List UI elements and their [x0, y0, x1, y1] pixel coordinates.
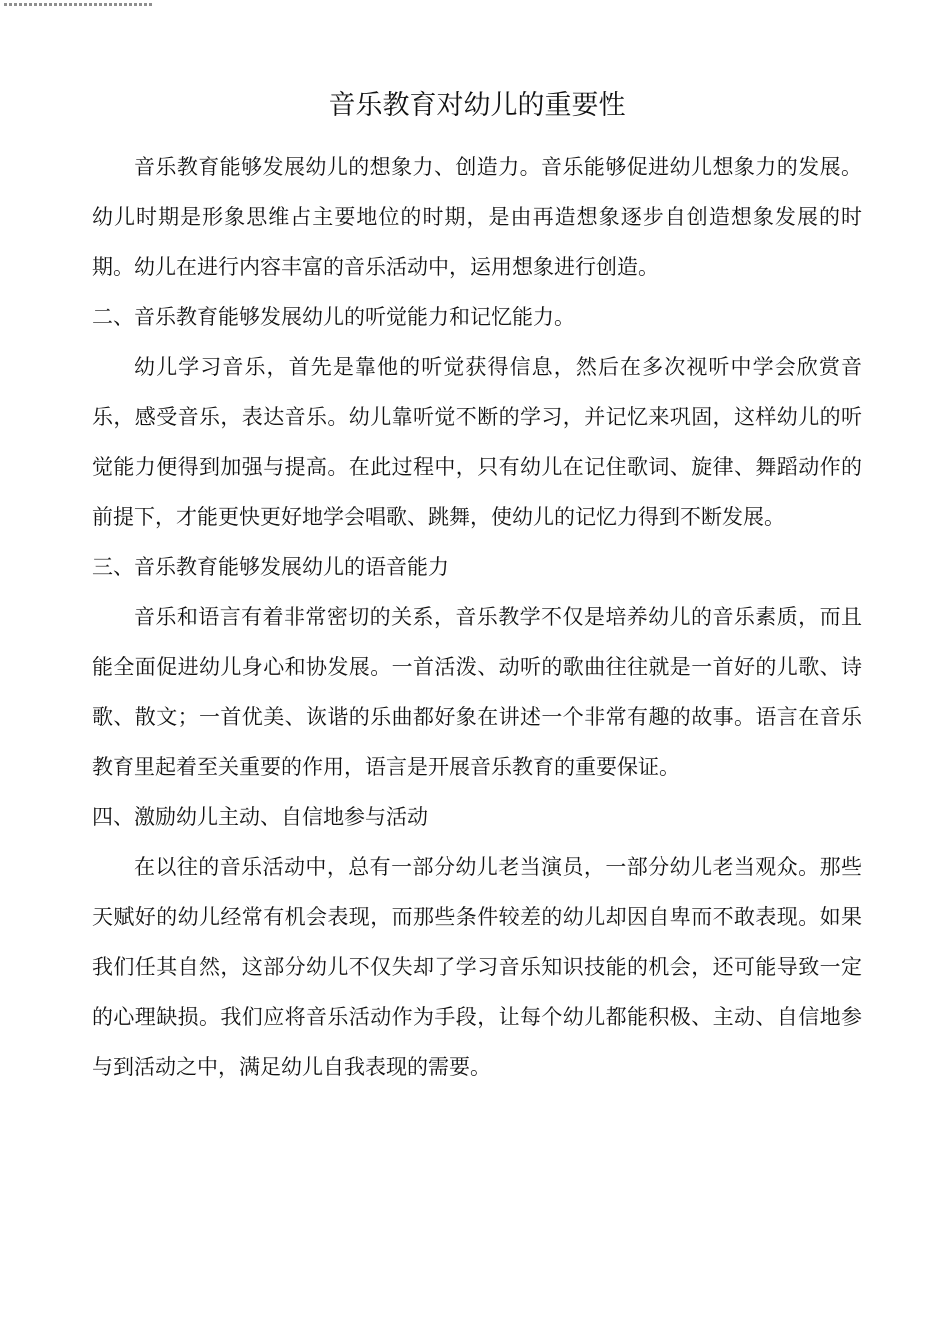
paragraph-participation: 在以往的音乐活动中，总有一部分幼儿老当演员，一部分幼儿老当观众。那些天赋好的幼儿经常有机会表现，而那些条件较差的幼儿却因自卑而不敢表现。如果我们任其自然，这部分幼儿不仅失却了学习音乐知识技能的机会，还可能导致一定的心理缺损。我们应将音乐活动作为手段，让每个幼儿都能积极、主动、自信地参与到活动之中，满足幼儿自我表现的需要。 — [92, 855, 862, 1079]
section-heading-language: 三、音乐教育能够发展幼儿的语音能力 — [92, 555, 449, 579]
document-page — [92, 88, 862, 1092]
document-title: 音乐教育对幼儿的重要性 — [328, 90, 626, 121]
paragraph-language: 音乐和语言有着非常密切的关系，音乐教学不仅是培养幼儿的音乐素质，而且能全面促进幼儿身心和协发展。一首活泼、动听的歌曲往往就是一首好的儿歌、诗歌、散文；一首优美、诙谐的乐曲都好象在讲述一个非常有趣的故事。语言在音乐教育里起着至关重要的作用，语言是开展音乐教育的重要保证。 — [92, 605, 862, 779]
paragraph-imagination: 音乐教育能够发展幼儿的想象力、创造力。音乐能够促进幼儿想象力的发展。幼儿时期是形象思维占主要地位的时期，是由再造想象逐步自创造想象发展的时期。幼儿在进行内容丰富的音乐活动中，运用想象进行创造。 — [92, 155, 862, 279]
paragraph-hearing-memory: 幼儿学习音乐，首先是靠他的听觉获得信息，然后在多次视听中学会欣赏音乐，感受音乐，表达音乐。幼儿靠听觉不断的学习，并记忆来巩固，这样幼儿的听觉能力便得到加强与提高。在此过程中，只有幼儿在记住歌词、旋律、舞蹈动作的前提下，才能更快更好地学会唱歌、跳舞，使幼儿的记忆力得到不断发展。 — [92, 355, 862, 529]
section-heading-participation: 四、激励幼儿主动、自信地参与活动 — [92, 805, 428, 829]
header-noise-mark — [4, 3, 154, 6]
section-heading-hearing-memory: 二、音乐教育能够发展幼儿的听觉能力和记忆能力。 — [92, 305, 575, 329]
